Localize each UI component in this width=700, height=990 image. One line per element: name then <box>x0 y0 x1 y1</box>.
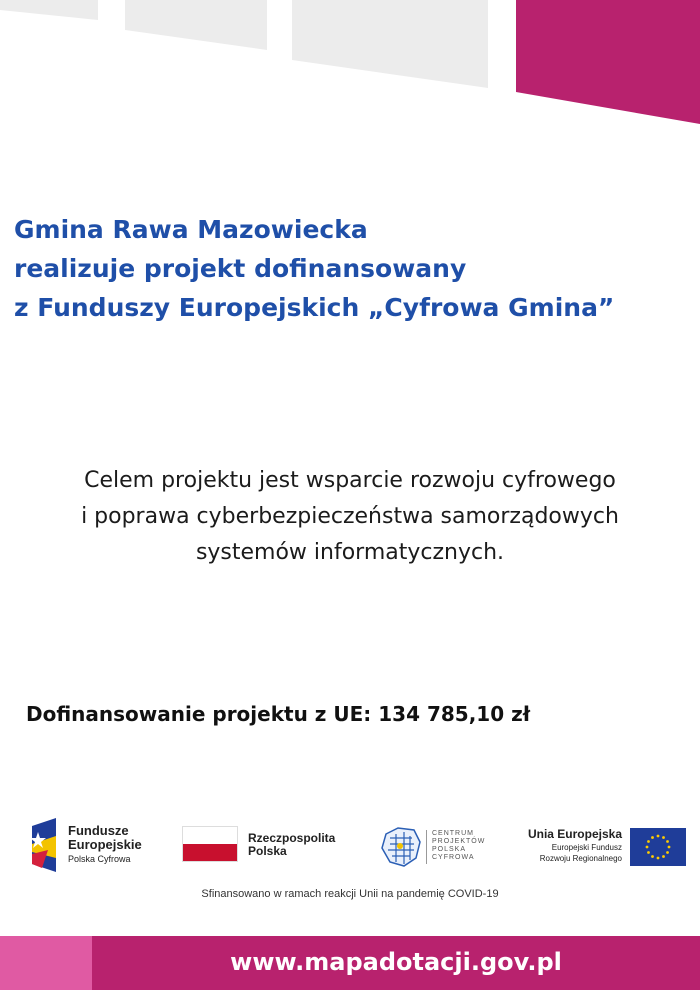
logo-cppc <box>380 826 490 868</box>
title-line-2: realizuje projekt dofinansowany <box>14 254 467 283</box>
footer-accent <box>0 936 92 990</box>
project-title <box>14 210 614 327</box>
cppc-line-2: PROJEKTÓW <box>432 838 486 845</box>
eu-star <box>666 851 669 854</box>
fe-line-2: Europejskie <box>68 837 142 852</box>
eu-star <box>646 846 649 849</box>
eu-star <box>647 851 650 854</box>
eu-star <box>651 855 654 858</box>
ue-line-2: Europejski Fundusz <box>551 843 622 852</box>
covid-note: Sfinansowano w ramach reakcji Unii na pandemię COVID-19 <box>201 888 499 900</box>
rp-line-2: Polska <box>248 844 287 858</box>
title-line-3: z Funduszy Europejskich „Cyfrowa Gmina” <box>14 293 615 322</box>
eu-star <box>668 846 671 849</box>
grey-band-1 <box>0 0 98 20</box>
cppc-divider <box>426 830 427 864</box>
logo-rzeczpospolita-polska <box>182 826 352 866</box>
cppc-line-4: CYFROWA <box>432 854 475 861</box>
funding-amount: Dofinansowanie projektu z UE: 134 785,10 zł <box>26 702 531 726</box>
rp-line-1: Rzeczpospolita <box>248 831 336 845</box>
header-decoration <box>0 0 700 130</box>
fe-line-1: Fundusze <box>68 823 129 838</box>
cppc-line-1: CENTRUM <box>432 830 474 837</box>
eu-star <box>662 855 665 858</box>
grey-band-2 <box>125 0 267 50</box>
title-line-1: Gmina Rawa Mazowiecka <box>14 215 368 244</box>
description-line-3: systemów informatycznych. <box>195 540 505 565</box>
cppc-map-icon <box>380 826 422 868</box>
poland-flag-icon <box>182 826 238 862</box>
description-line-1: Celem projektu jest wsparcie rozwoju cyfrowego <box>84 468 616 493</box>
eu-flag-icon <box>630 828 686 866</box>
ue-line-3: Rozwoju Regionalnego <box>539 854 622 863</box>
grey-band-3 <box>292 0 488 88</box>
description-line-2: i poprawa cyberbezpieczeństwa samorządowych <box>81 504 619 529</box>
eu-star <box>657 835 660 838</box>
eu-star <box>657 857 660 860</box>
eu-star <box>662 836 665 839</box>
logo-fundusze-europejskie <box>28 818 158 874</box>
cppc-line-3: POLSKA <box>432 846 467 853</box>
fe-emblem-icon <box>28 818 60 872</box>
eu-star <box>647 840 650 843</box>
logo-unia-europejska <box>508 826 686 868</box>
project-description <box>0 463 700 571</box>
magenta-band <box>516 0 700 124</box>
ue-line-1: Unia Europejska <box>527 827 622 841</box>
eu-star <box>666 840 669 843</box>
eu-star <box>651 836 654 839</box>
footer-url[interactable]: www.mapadotacji.gov.pl <box>230 948 562 976</box>
fe-line-3: Polska Cyfrowa <box>68 854 131 864</box>
